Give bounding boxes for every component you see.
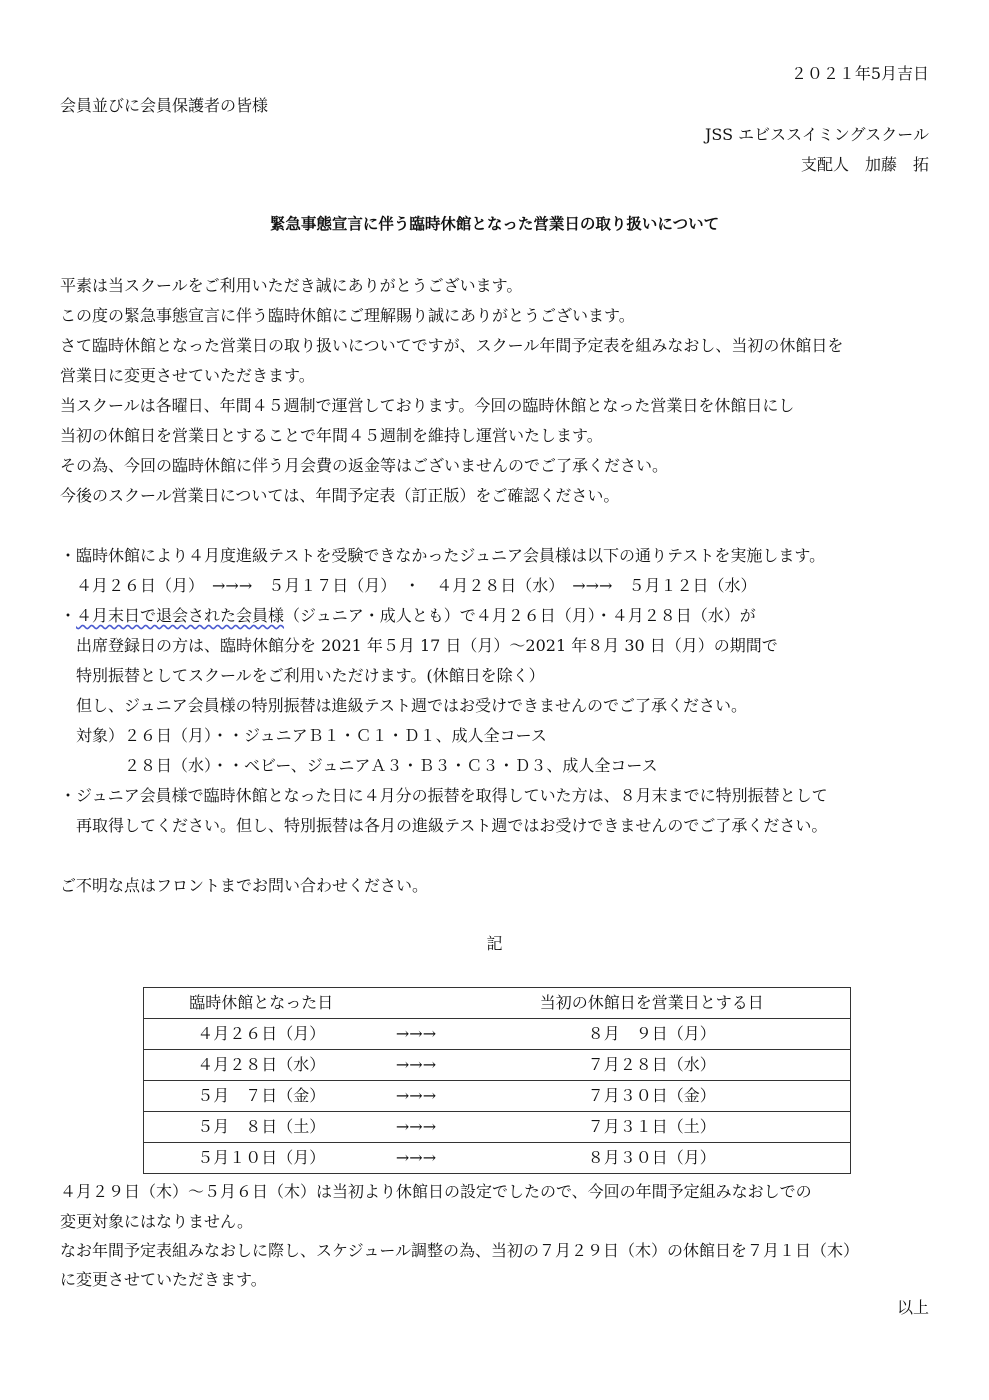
arrow-cell: →→→ bbox=[379, 1019, 454, 1050]
arrow-cell: →→→ bbox=[379, 1143, 454, 1174]
underlined-phrase: ４月末日で退会された会員様 bbox=[76, 606, 285, 625]
bullet-line: ２８日（水）・・ベビー、ジュニアＡ３・Ｂ３・Ｃ３・Ｄ３、成人全コース bbox=[60, 756, 658, 775]
document-date: ２０２１年5月吉日 bbox=[790, 64, 929, 83]
closed-day-cell: ４月２６日（月） bbox=[144, 1019, 379, 1050]
intro-line: この度の緊急事態宣言に伴う臨時休館にご理解賜り誠にありがとうございます。 bbox=[60, 306, 635, 325]
bullet-line bbox=[60, 606, 756, 626]
intro-line: さて臨時休館となった営業日の取り扱いについてですが、スクール年間予定表を組みなおし、当初の休館日を bbox=[60, 336, 844, 355]
intro-line: 営業日に変更させていただきます。 bbox=[60, 366, 315, 385]
intro-line: 当スクールは各曜日、年間４５週制で運営しております。今回の臨時休館となった営業日を休館日にし bbox=[60, 396, 795, 415]
sender-organization: JSS エビススイミングスクール bbox=[704, 125, 929, 144]
table-row bbox=[144, 1019, 851, 1050]
footnote-line: 変更対象にはなりません。 bbox=[60, 1212, 253, 1231]
closed-day-cell: ５月１０日（月） bbox=[144, 1143, 379, 1174]
table-header-row bbox=[144, 988, 851, 1019]
bullet-line: 特別振替としてスクールをご利用いただけます。(休館日を除く） bbox=[60, 666, 545, 685]
closed-day-cell: ４月２８日（水） bbox=[144, 1050, 379, 1081]
arrow-cell: →→→ bbox=[379, 1081, 454, 1112]
bullet-prefix: ・ bbox=[60, 606, 77, 625]
footnote-line: なお年間予定表組みなおしに際し、スケジュール調整の為、当初の７月２９日（木）の休館日を７月１日（木） bbox=[60, 1241, 860, 1260]
open-day-cell: ８月３０日（月） bbox=[454, 1143, 851, 1174]
bullet-text: （ジュニア・成人とも）で４月２６日（月）・４月２８日（水）が bbox=[284, 606, 756, 625]
footnote-line: ４月２９日（木）～５月６日（木）は当初より休館日の設定でしたので、今回の年間予定組みなおしでの bbox=[60, 1182, 812, 1201]
header-open-day: 当初の休館日を営業日とする日 bbox=[454, 988, 851, 1019]
header-arrow bbox=[379, 988, 454, 1019]
table-row bbox=[144, 1112, 851, 1143]
closed-day-cell: ５月 ７日（金） bbox=[144, 1081, 379, 1112]
table-row bbox=[144, 1143, 851, 1174]
header-closed-day: 臨時休館となった日 bbox=[144, 988, 379, 1019]
table-row bbox=[144, 1081, 851, 1112]
sender-person: 支配人 加藤 拓 bbox=[800, 155, 929, 174]
open-day-cell: ７月３１日（土） bbox=[454, 1112, 851, 1143]
open-day-cell: ７月３０日（金） bbox=[454, 1081, 851, 1112]
bullet-line: 対象）２６日（月）・・ジュニアＢ１・Ｃ１・Ｄ１、成人全コース bbox=[60, 726, 547, 745]
open-day-cell: ８月 ９日（月） bbox=[454, 1019, 851, 1050]
footnote-line: に変更させていただきます。 bbox=[60, 1270, 267, 1289]
bullet-line: ４月２６日（月） →→→ ５月１７日（月） ・ ４月２８日（水） →→→ ５月１２日（水） bbox=[60, 576, 757, 595]
open-day-cell: ７月２８日（水） bbox=[454, 1050, 851, 1081]
closing-mark: 以上 bbox=[896, 1298, 929, 1317]
intro-line: その為、今回の臨時休館に伴う月会費の返金等はございませんのでご了承ください。 bbox=[60, 456, 669, 475]
schedule-table bbox=[143, 987, 851, 1174]
contact-note: ご不明な点はフロントまでお問い合わせください。 bbox=[60, 876, 429, 895]
arrow-cell: →→→ bbox=[379, 1112, 454, 1143]
bullet-line: 再取得してください。但し、特別振替は各月の進級テスト週ではお受けできませんのでご了承ください。 bbox=[60, 816, 828, 835]
document-title: 緊急事態宣言に伴う臨時休館となった営業日の取り扱いについて bbox=[269, 215, 720, 233]
bullet-line: 但し、ジュニア会員様の特別振替は進級テスト週ではお受けできませんのでご了承ください。 bbox=[60, 696, 748, 715]
bullet-line: ・ジュニア会員様で臨時休館となった日に４月分の振替を取得していた方は、８月末までに特別振替として bbox=[60, 786, 828, 805]
ki-heading: 記 bbox=[486, 934, 503, 953]
bullet-line: ・臨時休館により４月度進級テストを受験できなかったジュニア会員様は以下の通りテストを実施します。 bbox=[60, 546, 826, 565]
intro-line: 平素は当スクールをご利用いただき誠にありがとうございます。 bbox=[60, 276, 523, 295]
arrow-cell: →→→ bbox=[379, 1050, 454, 1081]
closed-day-cell: ５月 ８日（土） bbox=[144, 1112, 379, 1143]
intro-line: 当初の休館日を営業日とすることで年間４５週制を維持し運営いたします。 bbox=[60, 426, 603, 445]
table-row bbox=[144, 1050, 851, 1081]
intro-line: 今後のスクール営業日については、年間予定表（訂正版）をご確認ください。 bbox=[60, 486, 620, 505]
bullet-line: 出席登録日の方は、臨時休館分を 2021 年５月 17 日（月）～2021 年８月 30 日（月）の期間で bbox=[60, 636, 778, 655]
addressee: 会員並びに会員保護者の皆様 bbox=[60, 96, 269, 115]
